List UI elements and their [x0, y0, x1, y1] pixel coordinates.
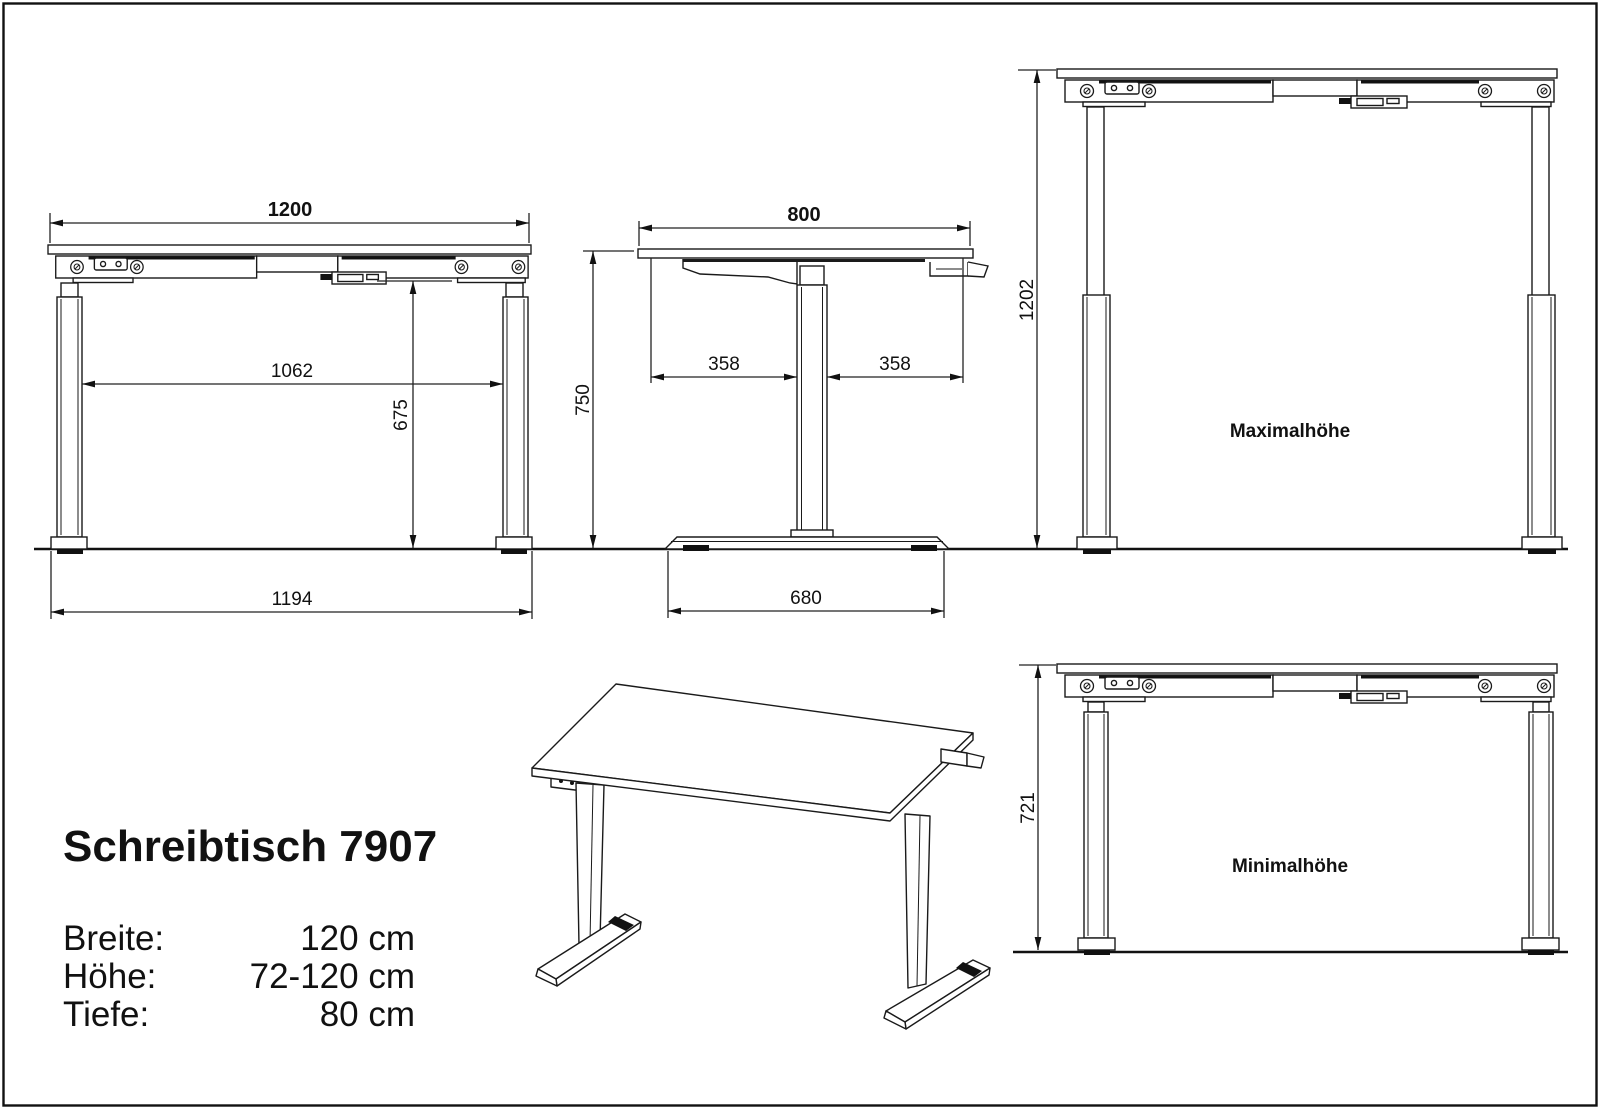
dim-front-inner-width: 1062 [270, 361, 314, 382]
product-title: Schreibtisch 7907 [63, 822, 438, 871]
dim-max-height: 1202 [1017, 278, 1038, 322]
spec-row-breite [63, 920, 415, 958]
front-elevation-view [48, 199, 532, 619]
max-height-view [1017, 69, 1562, 554]
min-height-view [1018, 664, 1559, 955]
dim-front-foot-span: 1194 [271, 589, 313, 610]
dim-side-top-depth: 800 [787, 204, 821, 226]
spec-label-breite: Breite: [63, 919, 165, 958]
spec-value-breite: 120 cm [300, 919, 415, 958]
dim-side-right-offset: 358 [879, 354, 911, 375]
side-elevation-view [573, 204, 988, 618]
spec-row-hoehe [63, 958, 415, 996]
spec-value-hoehe: 72-120 cm [249, 957, 415, 996]
title-block [63, 822, 438, 1034]
dim-min-height: 721 [1018, 792, 1039, 824]
spec-label-hoehe: Höhe: [63, 957, 157, 996]
spec-table [63, 920, 415, 1034]
spec-value-tiefe: 80 cm [319, 995, 415, 1034]
spec-row-tiefe [63, 996, 415, 1034]
perspective-view [532, 684, 990, 1029]
max-height-label: Maximalhöhe [1229, 421, 1351, 442]
dim-front-clearance-height: 675 [391, 399, 412, 431]
dim-front-top-width: 1200 [267, 199, 313, 221]
dim-side-height: 750 [573, 384, 594, 416]
spec-label-tiefe: Tiefe: [63, 995, 150, 1034]
min-height-label: Minimalhöhe [1231, 856, 1349, 877]
dim-side-left-offset: 358 [708, 354, 740, 375]
dim-side-foot-depth: 680 [790, 588, 822, 609]
